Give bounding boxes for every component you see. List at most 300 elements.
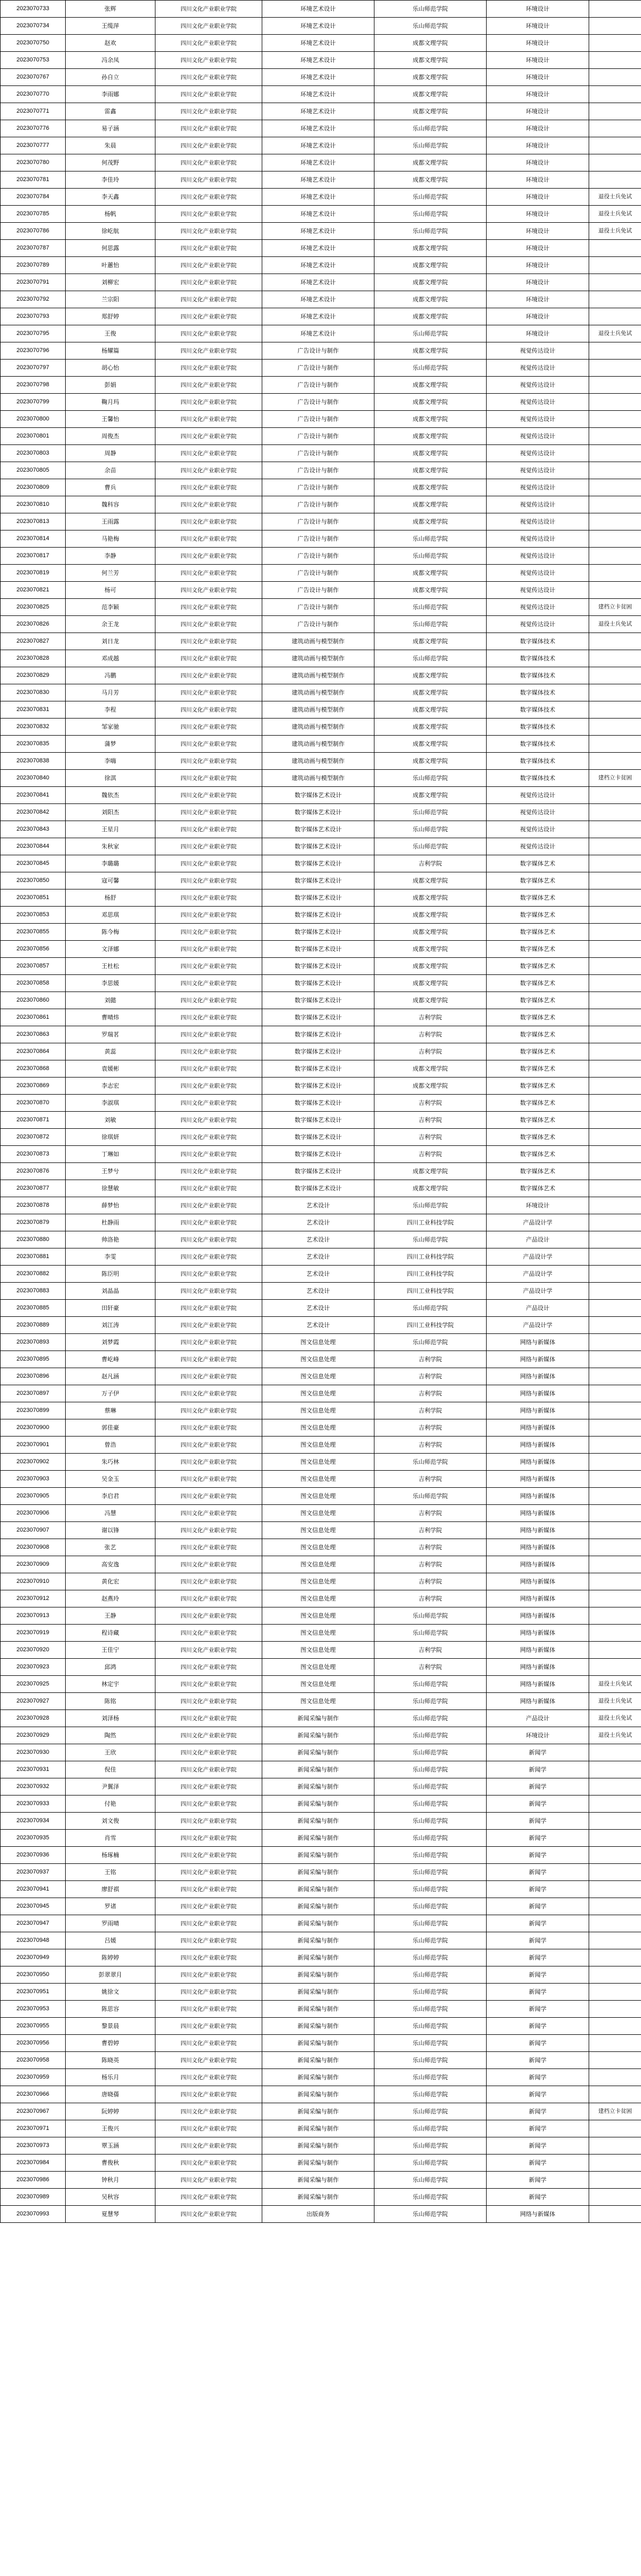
student-name-cell: 郭佳豪: [66, 1419, 155, 1437]
source-school-cell: 四川文化产业职业学院: [155, 1932, 262, 1949]
target-major-cell: 数字媒体艺术: [487, 1112, 589, 1129]
student-name-cell: 吴秋容: [66, 2189, 155, 2206]
target-major-cell: 数字媒体艺术: [487, 872, 589, 889]
target-major-cell: 产品设计学: [487, 1317, 589, 1334]
remark-cell: [589, 120, 641, 137]
remark-cell: [589, 52, 641, 69]
table-row: [1, 206, 641, 223]
source-major-cell: 图文信息处理: [262, 1505, 374, 1522]
target-school-cell: 成都文理学院: [374, 958, 487, 975]
remark-cell: [589, 1368, 641, 1385]
target-school-cell: 成都文理学院: [374, 154, 487, 171]
source-school-cell: 四川文化产业职业学院: [155, 2137, 262, 2155]
remark-cell: [589, 479, 641, 496]
target-school-cell: 乐山师范学院: [374, 838, 487, 855]
exam-id-cell: 2023070785: [1, 206, 66, 223]
target-major-cell: 新闻学: [487, 1744, 589, 1761]
target-major-cell: 新闻学: [487, 1898, 589, 1915]
exam-id-cell: 2023070781: [1, 171, 66, 189]
source-school-cell: 四川文化产业职业学院: [155, 1830, 262, 1847]
target-major-cell: 数字媒体技术: [487, 736, 589, 753]
exam-id-cell: 2023070868: [1, 1060, 66, 1078]
remark-cell: [589, 548, 641, 565]
remark-cell: [589, 924, 641, 941]
student-name-cell: 丁琳如: [66, 1146, 155, 1163]
target-major-cell: 新闻学: [487, 2069, 589, 2086]
source-major-cell: 数字媒体艺术设计: [262, 1009, 374, 1026]
exam-id-cell: 2023070899: [1, 1402, 66, 1419]
remark-cell: [589, 1813, 641, 1830]
remark-cell: 退役士兵免试: [589, 616, 641, 633]
table-row: [1, 1266, 641, 1283]
exam-id-cell: 2023070789: [1, 257, 66, 274]
source-major-cell: 艺术设计: [262, 1231, 374, 1248]
remark-cell: [589, 958, 641, 975]
source-major-cell: 图文信息处理: [262, 1522, 374, 1539]
table-row: [1, 1214, 641, 1231]
table-row: [1, 1693, 641, 1710]
student-name-cell: 邱鸿: [66, 1659, 155, 1676]
source-major-cell: 图文信息处理: [262, 1556, 374, 1573]
source-major-cell: 新闻采编与制作: [262, 1949, 374, 1966]
target-major-cell: 视觉传达设计: [487, 513, 589, 530]
table-row: [1, 1556, 641, 1573]
table-row: [1, 1026, 641, 1043]
remark-cell: [589, 1949, 641, 1966]
exam-id-cell: 2023070893: [1, 1334, 66, 1351]
table-row: [1, 513, 641, 530]
exam-id-cell: 2023070927: [1, 1693, 66, 1710]
table-row: [1, 1009, 641, 1026]
source-major-cell: 环境艺术设计: [262, 240, 374, 257]
exam-id-cell: 2023070777: [1, 137, 66, 154]
exam-id-cell: 2023070876: [1, 1163, 66, 1180]
table-row: [1, 667, 641, 684]
remark-cell: [589, 1163, 641, 1180]
student-name-cell: 黄蕊: [66, 1043, 155, 1060]
source-major-cell: 数字媒体艺术设计: [262, 992, 374, 1009]
remark-cell: [589, 1026, 641, 1043]
target-major-cell: 网络与新媒体: [487, 1659, 589, 1676]
source-major-cell: 艺术设计: [262, 1214, 374, 1231]
target-school-cell: 吉利学院: [374, 1402, 487, 1419]
exam-id-cell: 2023070909: [1, 1556, 66, 1573]
target-school-cell: 乐山师范学院: [374, 1300, 487, 1317]
remark-cell: [589, 394, 641, 411]
target-school-cell: 吉利学院: [374, 1573, 487, 1590]
source-major-cell: 数字媒体艺术设计: [262, 1163, 374, 1180]
remark-cell: [589, 804, 641, 821]
remark-cell: [589, 1197, 641, 1214]
exam-id-cell: 2023070828: [1, 650, 66, 667]
target-school-cell: 吉利学院: [374, 1095, 487, 1112]
student-name-cell: 阮婷婷: [66, 2103, 155, 2120]
table-row: [1, 1881, 641, 1898]
remark-cell: [589, 1590, 641, 1607]
target-major-cell: 产品设计学: [487, 1248, 589, 1266]
student-name-cell: 曹碧婷: [66, 2035, 155, 2052]
exam-id-cell: 2023070947: [1, 1915, 66, 1932]
source-major-cell: 广告设计与制作: [262, 342, 374, 360]
table-row: [1, 1898, 641, 1915]
source-school-cell: 四川文化产业职业学院: [155, 582, 262, 599]
remark-cell: [589, 1864, 641, 1881]
target-major-cell: 视觉传达设计: [487, 599, 589, 616]
exam-id-cell: 2023070853: [1, 907, 66, 924]
source-major-cell: 广告设计与制作: [262, 599, 374, 616]
student-name-cell: 雷鑫: [66, 103, 155, 120]
remark-cell: [589, 650, 641, 667]
target-school-cell: 乐山师范学院: [374, 2189, 487, 2206]
student-name-cell: 范李颖: [66, 599, 155, 616]
source-school-cell: 四川文化产业职业学院: [155, 2103, 262, 2120]
exam-id-cell: 2023070878: [1, 1197, 66, 1214]
exam-id-cell: 2023070840: [1, 770, 66, 787]
remark-cell: [589, 1437, 641, 1454]
source-major-cell: 艺术设计: [262, 1197, 374, 1214]
table-row: [1, 1402, 641, 1419]
target-school-cell: 吉利学院: [374, 1129, 487, 1146]
remark-cell: 退役士兵免试: [589, 189, 641, 206]
target-school-cell: 四川工业科技学院: [374, 1317, 487, 1334]
table-row: [1, 872, 641, 889]
source-school-cell: 四川文化产业职业学院: [155, 1351, 262, 1368]
target-major-cell: 视觉传达设计: [487, 530, 589, 548]
table-row: [1, 530, 641, 548]
source-school-cell: 四川文化产业职业学院: [155, 1112, 262, 1129]
source-major-cell: 环境艺术设计: [262, 325, 374, 342]
table-row: [1, 924, 641, 941]
source-school-cell: 四川文化产业职业学院: [155, 35, 262, 52]
student-name-cell: 李雨娜: [66, 86, 155, 103]
source-school-cell: 四川文化产业职业学院: [155, 2069, 262, 2086]
student-name-cell: 陈思容: [66, 2001, 155, 2018]
target-major-cell: 视觉传达设计: [487, 342, 589, 360]
remark-cell: [589, 530, 641, 548]
remark-cell: [589, 274, 641, 291]
source-major-cell: 艺术设计: [262, 1317, 374, 1334]
exam-id-cell: 2023070771: [1, 103, 66, 120]
target-school-cell: 成都文理学院: [374, 992, 487, 1009]
exam-id-cell: 2023070809: [1, 479, 66, 496]
source-major-cell: 艺术设计: [262, 1266, 374, 1283]
source-school-cell: 四川文化产业职业学院: [155, 1471, 262, 1488]
table-row: [1, 548, 641, 565]
remark-cell: [589, 137, 641, 154]
exam-id-cell: 2023070883: [1, 1283, 66, 1300]
target-school-cell: 成都文理学院: [374, 633, 487, 650]
remark-cell: [589, 1300, 641, 1317]
exam-id-cell: 2023070906: [1, 1505, 66, 1522]
table-row: [1, 2155, 641, 2172]
source-major-cell: 图文信息处理: [262, 1539, 374, 1556]
target-major-cell: 网络与新媒体: [487, 1607, 589, 1625]
table-row: [1, 1984, 641, 2001]
source-school-cell: 四川文化产业职业学院: [155, 377, 262, 394]
target-major-cell: 视觉传达设计: [487, 804, 589, 821]
exam-id-cell: 2023070989: [1, 2189, 66, 2206]
exam-id-cell: 2023070902: [1, 1454, 66, 1471]
remark-cell: [589, 582, 641, 599]
source-major-cell: 数字媒体艺术设计: [262, 804, 374, 821]
source-school-cell: 四川文化产业职业学院: [155, 479, 262, 496]
remark-cell: 建档立卡贫困: [589, 2103, 641, 2120]
table-row: [1, 1, 641, 18]
table-row: [1, 1676, 641, 1693]
remark-cell: [589, 855, 641, 872]
source-school-cell: 四川文化产业职业学院: [155, 1505, 262, 1522]
source-major-cell: 数字媒体艺术设计: [262, 872, 374, 889]
target-major-cell: 网络与新媒体: [487, 1368, 589, 1385]
source-school-cell: 四川文化产业职业学院: [155, 240, 262, 257]
remark-cell: [589, 821, 641, 838]
target-school-cell: 成都文理学院: [374, 719, 487, 736]
source-school-cell: 四川文化产业职业学院: [155, 1283, 262, 1300]
source-school-cell: 四川文化产业职业学院: [155, 1095, 262, 1112]
student-name-cell: 陈今梅: [66, 924, 155, 941]
target-school-cell: 成都文理学院: [374, 428, 487, 445]
target-major-cell: 视觉传达设计: [487, 787, 589, 804]
remark-cell: [589, 1402, 641, 1419]
source-major-cell: 广告设计与制作: [262, 582, 374, 599]
source-major-cell: 新闻采编与制作: [262, 2086, 374, 2103]
source-school-cell: 四川文化产业职业学院: [155, 889, 262, 907]
table-row: [1, 154, 641, 171]
source-major-cell: 环境艺术设计: [262, 69, 374, 86]
source-major-cell: 建筑动画与模型制作: [262, 667, 374, 684]
exam-id-cell: 2023070860: [1, 992, 66, 1009]
target-school-cell: 乐山师范学院: [374, 1334, 487, 1351]
student-name-cell: 叶蕙怡: [66, 257, 155, 274]
remark-cell: [589, 1043, 641, 1060]
exam-id-cell: 2023070733: [1, 1, 66, 18]
remark-cell: [589, 1214, 641, 1231]
remark-cell: [589, 1556, 641, 1573]
target-major-cell: 新闻学: [487, 2052, 589, 2069]
remark-cell: [589, 496, 641, 513]
student-name-cell: 何思露: [66, 240, 155, 257]
target-major-cell: 视觉传达设计: [487, 428, 589, 445]
exam-id-cell: 2023070780: [1, 154, 66, 171]
source-school-cell: 四川文化产业职业学院: [155, 69, 262, 86]
source-major-cell: 图文信息处理: [262, 1419, 374, 1437]
remark-cell: 退役士兵免试: [589, 206, 641, 223]
table-row: [1, 907, 641, 924]
source-school-cell: 四川文化产业职业学院: [155, 52, 262, 69]
table-row: [1, 1642, 641, 1659]
table-row: [1, 1471, 641, 1488]
target-school-cell: 成都文理学院: [374, 701, 487, 719]
source-major-cell: 出版商务: [262, 2206, 374, 2223]
student-name-cell: 杨可: [66, 582, 155, 599]
exam-id-cell: 2023070885: [1, 1300, 66, 1317]
table-row: [1, 69, 641, 86]
target-school-cell: 乐山师范学院: [374, 1915, 487, 1932]
student-name-cell: 魏科容: [66, 496, 155, 513]
source-school-cell: 四川文化产业职业学院: [155, 941, 262, 958]
source-major-cell: 新闻采编与制作: [262, 1847, 374, 1864]
target-school-cell: 成都文理学院: [374, 240, 487, 257]
table-row: [1, 787, 641, 804]
exam-id-cell: 2023070799: [1, 394, 66, 411]
table-row: [1, 2103, 641, 2120]
source-school-cell: 四川文化产业职业学院: [155, 1710, 262, 1727]
source-school-cell: 四川文化产业职业学院: [155, 154, 262, 171]
source-school-cell: 四川文化产业职业学院: [155, 787, 262, 804]
student-name-cell: 李璐璐: [66, 855, 155, 872]
remark-cell: [589, 753, 641, 770]
student-name-cell: 刘晶晶: [66, 1283, 155, 1300]
source-major-cell: 环境艺术设计: [262, 189, 374, 206]
source-school-cell: 四川文化产业职业学院: [155, 616, 262, 633]
source-school-cell: 四川文化产业职业学院: [155, 992, 262, 1009]
target-school-cell: 成都文理学院: [374, 35, 487, 52]
source-school-cell: 四川文化产业职业学院: [155, 2018, 262, 2035]
target-major-cell: 数字媒体技术: [487, 770, 589, 787]
source-school-cell: 四川文化产业职业学院: [155, 753, 262, 770]
student-name-cell: 彭娟: [66, 377, 155, 394]
student-name-cell: 肖雪: [66, 1830, 155, 1847]
source-major-cell: 图文信息处理: [262, 1590, 374, 1607]
source-major-cell: 广告设计与制作: [262, 360, 374, 377]
target-school-cell: 乐山师范学院: [374, 2172, 487, 2189]
student-name-cell: 黎景晨: [66, 2018, 155, 2035]
exam-id-cell: 2023070907: [1, 1522, 66, 1539]
student-name-cell: 鞠月玛: [66, 394, 155, 411]
target-school-cell: 成都文理学院: [374, 872, 487, 889]
remark-cell: [589, 1078, 641, 1095]
source-major-cell: 艺术设计: [262, 1283, 374, 1300]
exam-id-cell: 2023070950: [1, 1966, 66, 1984]
student-name-cell: 吴金玉: [66, 1471, 155, 1488]
student-name-cell: 刘日龙: [66, 633, 155, 650]
source-school-cell: 四川文化产业职业学院: [155, 445, 262, 462]
table-row: [1, 941, 641, 958]
target-major-cell: 数字媒体艺术: [487, 855, 589, 872]
table-row: [1, 479, 641, 496]
table-row: [1, 1659, 641, 1676]
target-major-cell: 新闻学: [487, 1864, 589, 1881]
target-school-cell: 成都文理学院: [374, 103, 487, 120]
remark-cell: [589, 719, 641, 736]
source-major-cell: 数字媒体艺术设计: [262, 1026, 374, 1043]
source-school-cell: 四川文化产业职业学院: [155, 18, 262, 35]
table-row: [1, 770, 641, 787]
student-name-cell: 曹兵: [66, 479, 155, 496]
source-school-cell: 四川文化产业职业学院: [155, 1813, 262, 1830]
student-name-cell: 赵燕玲: [66, 1590, 155, 1607]
remark-cell: [589, 1796, 641, 1813]
target-school-cell: 成都文理学院: [374, 924, 487, 941]
source-school-cell: 四川文化产业职业学院: [155, 838, 262, 855]
target-school-cell: 乐山师范学院: [374, 206, 487, 223]
target-school-cell: 吉利学院: [374, 1026, 487, 1043]
remark-cell: [589, 872, 641, 889]
student-name-cell: 王缆萍: [66, 18, 155, 35]
student-name-cell: 曹屹峰: [66, 1351, 155, 1368]
table-row: [1, 1112, 641, 1129]
source-school-cell: 四川文化产业职业学院: [155, 1146, 262, 1163]
source-school-cell: 四川文化产业职业学院: [155, 2035, 262, 2052]
source-major-cell: 建筑动画与模型制作: [262, 701, 374, 719]
source-school-cell: 四川文化产业职业学院: [155, 1881, 262, 1898]
student-name-cell: 陈铭: [66, 1693, 155, 1710]
exam-id-cell: 2023070871: [1, 1112, 66, 1129]
source-major-cell: 建筑动画与模型制作: [262, 753, 374, 770]
target-major-cell: 视觉传达设计: [487, 821, 589, 838]
target-major-cell: 环境设计: [487, 120, 589, 137]
target-school-cell: 成都文理学院: [374, 1078, 487, 1095]
target-major-cell: 新闻学: [487, 1813, 589, 1830]
student-name-cell: 李启君: [66, 1488, 155, 1505]
student-name-cell: 罗诸: [66, 1898, 155, 1915]
student-name-cell: 杜静雨: [66, 1214, 155, 1231]
exam-id-cell: 2023070953: [1, 2001, 66, 2018]
remark-cell: [589, 1966, 641, 1984]
target-school-cell: 乐山师范学院: [374, 599, 487, 616]
target-major-cell: 环境设计: [487, 1197, 589, 1214]
remark-cell: [589, 1454, 641, 1471]
target-major-cell: 网络与新媒体: [487, 1471, 589, 1488]
exam-id-cell: 2023070842: [1, 804, 66, 821]
target-school-cell: 乐山师范学院: [374, 821, 487, 838]
target-school-cell: 成都文理学院: [374, 308, 487, 325]
remark-cell: [589, 2052, 641, 2069]
source-school-cell: 四川文化产业职业学院: [155, 1522, 262, 1539]
target-school-cell: 成都文理学院: [374, 342, 487, 360]
source-major-cell: 图文信息处理: [262, 1573, 374, 1590]
table-row: [1, 2069, 641, 2086]
remark-cell: [589, 35, 641, 52]
target-school-cell: 乐山师范学院: [374, 1454, 487, 1471]
source-major-cell: 图文信息处理: [262, 1471, 374, 1488]
target-major-cell: 环境设计: [487, 1727, 589, 1744]
source-school-cell: 四川文化产业职业学院: [155, 1402, 262, 1419]
target-major-cell: 环境设计: [487, 154, 589, 171]
remark-cell: [589, 462, 641, 479]
exam-id-cell: 2023070901: [1, 1437, 66, 1454]
target-school-cell: 成都文理学院: [374, 787, 487, 804]
student-name-cell: 林定宇: [66, 1676, 155, 1693]
target-major-cell: 环境设计: [487, 257, 589, 274]
source-school-cell: 四川文化产业职业学院: [155, 1642, 262, 1659]
source-school-cell: 四川文化产业职业学院: [155, 2189, 262, 2206]
remark-cell: [589, 291, 641, 308]
table-row: [1, 975, 641, 992]
table-row: [1, 2086, 641, 2103]
source-major-cell: 环境艺术设计: [262, 206, 374, 223]
target-major-cell: 环境设计: [487, 240, 589, 257]
source-school-cell: 四川文化产业职业学院: [155, 821, 262, 838]
student-name-cell: 袁媛彬: [66, 1060, 155, 1078]
exam-id-cell: 2023070903: [1, 1471, 66, 1488]
table-row: [1, 565, 641, 582]
target-major-cell: 新闻学: [487, 1949, 589, 1966]
target-school-cell: 吉利学院: [374, 1522, 487, 1539]
exam-id-cell: 2023070832: [1, 719, 66, 736]
exam-id-cell: 2023070923: [1, 1659, 66, 1676]
source-major-cell: 数字媒体艺术设计: [262, 1078, 374, 1095]
source-major-cell: 图文信息处理: [262, 1351, 374, 1368]
source-school-cell: 四川文化产业职业学院: [155, 1573, 262, 1590]
source-school-cell: 四川文化产业职业学院: [155, 257, 262, 274]
source-major-cell: 环境艺术设计: [262, 291, 374, 308]
target-major-cell: 新闻学: [487, 2086, 589, 2103]
table-row: [1, 1761, 641, 1778]
exam-id-cell: 2023070814: [1, 530, 66, 548]
source-major-cell: 新闻采编与制作: [262, 2035, 374, 2052]
source-major-cell: 图文信息处理: [262, 1437, 374, 1454]
